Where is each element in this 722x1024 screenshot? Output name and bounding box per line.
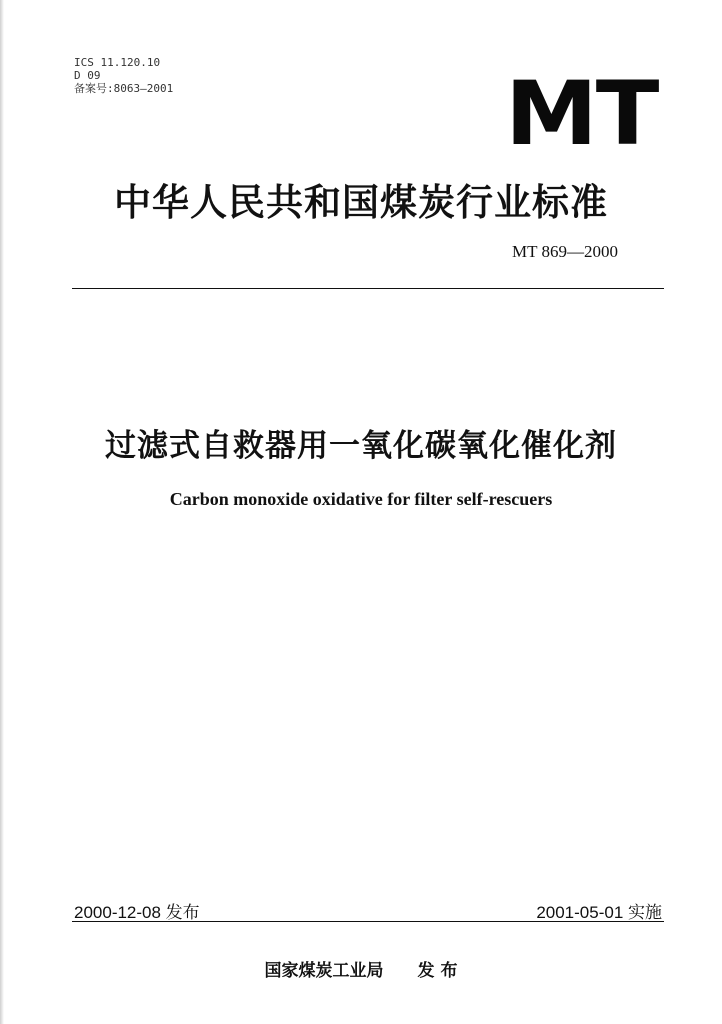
publisher-line xyxy=(0,956,722,981)
ccs-code: D 09 xyxy=(74,69,101,82)
scan-edge xyxy=(0,0,4,1024)
ics-code: ICS 11.120.10 xyxy=(74,56,161,69)
filing-number: 备案号:8063—2001 xyxy=(74,82,174,95)
header-divider xyxy=(72,288,664,289)
classification-block xyxy=(74,56,173,95)
document-title-english: Carbon monoxide oxidative for filter self-rescuers xyxy=(169,489,553,509)
publish-label: 发 布 xyxy=(417,961,458,981)
document-title-chinese: 过滤式自救器用一氧化碳氧化催化剂 xyxy=(105,428,617,464)
industry-standard-title: 中华人民共和国煤炭行业标准 xyxy=(114,181,608,224)
issue-date: 2000-12-08 发布 xyxy=(74,903,200,922)
publisher-name: 国家煤炭工业局 xyxy=(264,961,384,981)
standard-number: MT 869—2000 xyxy=(512,242,618,261)
footer-divider xyxy=(72,921,664,922)
mt-logo: MT xyxy=(505,62,658,165)
effective-date: 2001-05-01 实施 xyxy=(536,903,662,922)
